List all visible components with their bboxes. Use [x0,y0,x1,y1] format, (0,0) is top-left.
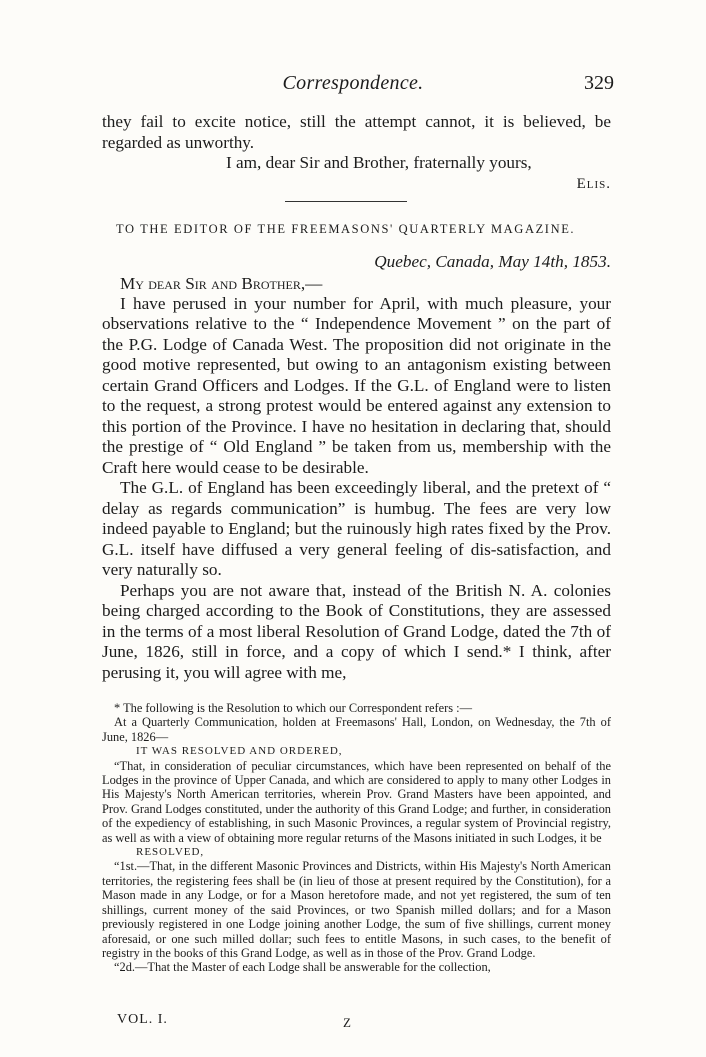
letter-dateline: Quebec, Canada, May 14th, 1853. [374,251,611,271]
letter-paragraph: I have perused in your number for April, with much pleasure, your observations relative to the “ Independence Movement ” on the part of the P.G. Lodge of Canada West. The proposition did not originate in the good motive represented, but owing to an antagonism existing between certain Grand Officers and Lodges. If the G.L. of England were to listen to the request, a strong protest would be entered against any extension to this portion of the Province. I have no hesitation in declaring that, should the prestige of “ Old England ” be taken from us, membership with the Craft here would cease to be desirable. [102,293,611,477]
letter-paragraph: Perhaps you are not aware that, instead of the British N. A. colonies being charged according to the Book of Constitutions, they are assessed in the terms of a most liberal Resolution of Grand Lodge, dated the 7th of June, 1826, still in force, and a copy of which I send.* I think, after perusing it, you will agree with me, [102,580,611,682]
footnote-clause-2: “2d.—That the Master of each Lodge shall be answerable for the collection, [114,960,491,975]
running-title: Correspondence. [282,72,424,94]
section-divider [285,201,407,202]
page-number: 329 [584,72,614,94]
footnote-occasion: At a Quarterly Communication, holden at Freemasons' Hall, London, on Wednesday, the 7th of June, 1826— [102,715,611,744]
footnote-resolved-label: RESOLVED, [136,846,205,859]
letter-closing: I am, dear Sir and Brother, fraternally yours, [226,153,532,172]
page-body [102,112,611,975]
letter-heading: TO THE EDITOR OF THE FREEMASONS' QUARTERLY MAGAZINE. [116,221,576,236]
signature-mark: Z [343,1015,351,1030]
page-header [0,72,706,98]
letter-salutation: My dear Sir and Brother,— [120,273,323,293]
volume-label: VOL. I. [117,1012,168,1027]
footnote-clause-1: “1st.—That, in the different Masonic Provinces and Districts, within His Majesty's North American territories, the registering fees shall be (in lieu of those at present required by the Constitution), for a Mason made in any Lodge, or for a Mason heretofore made, and not yet registered, the sum of ten shillings, current money of the said Provinces, or two Spanish milled dollars; and for a Mason previously registered in one Lodge joining another Lodge, the sum of five shillings, current money aforesaid, or one such milled dollar; such fees to entitle Masons, in such cases, to the benefit of registry in the books of this Grand Lodge, as well as in those of the Prov. Grand Lodge. [102,859,611,960]
letter-signature: Elis. [576,175,611,192]
previous-letter-ending: they fail to excite notice, still the attempt cannot, it is believed, be regarded as unworthy. [102,112,611,152]
footnote-preamble: “That, in consideration of peculiar circumstances, which have been represented on behalf of the Lodges in the province of Upper Canada, and which are considered to apply to many other Lodges in His Majesty's North American territories, wherein Prov. Grand Masters have been appointed, and Prov. Grand Lodges constituted, under the authority of this Grand Lodge; and further, in consideration of the expediency of establishing, in such Masonic Provinces, a regular system of Provincial registry, as well as with a view of obtaining more regular returns of the Masons initiated in such Lodges, it be [102,758,611,845]
letter-paragraph: The G.L. of England has been exceedingly liberal, and the pretext of “ delay as regards communication” is humbug. The fees are very low indeed payable to England; but the ruinously high rates fixed by the Prov. G.L. itself have diffused a very general feeling of dis-satisfaction, and very naturally so. [102,478,611,579]
footnote-intro: * The following is the Resolution to which our Correspondent refers :— [114,701,473,715]
footnote-resolved-heading: IT WAS RESOLVED AND ORDERED, [136,745,343,758]
footnote [102,701,611,975]
